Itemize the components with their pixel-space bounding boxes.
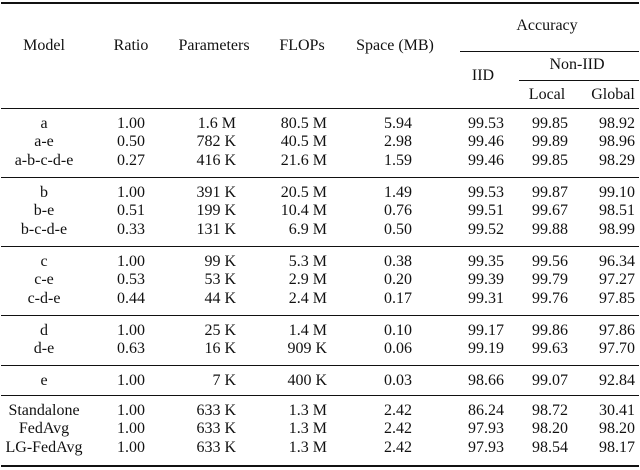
cell-space: 0.17 <box>384 289 412 307</box>
cell-flops: 400 K <box>287 372 327 389</box>
cell-params: 99 K <box>204 253 236 270</box>
cell-params: 633 K <box>196 420 236 438</box>
cell-local: 99.67 <box>532 202 568 220</box>
cell-model: Standalone <box>8 402 80 419</box>
cell-params: 16 K <box>204 340 236 358</box>
cell-global: 98.51 <box>599 202 635 220</box>
cell-params: 633 K <box>196 438 236 456</box>
cell-flops: 40.5 M <box>280 133 327 151</box>
cell-ratio: 1.00 <box>117 402 145 419</box>
cell-ratio: 0.44 <box>117 289 145 307</box>
cell-flops: 2.9 M <box>288 271 327 289</box>
cell-local: 99.85 <box>532 151 568 169</box>
cell-ratio: 0.63 <box>117 340 145 358</box>
cell-space: 2.42 <box>384 420 412 438</box>
cell-model: b-e <box>33 202 55 220</box>
cell-model: a-b-c-d-e <box>14 151 74 169</box>
cell-local: 99.56 <box>532 253 568 270</box>
accuracy-rule <box>460 51 639 52</box>
group-rule <box>1 315 639 316</box>
cell-local: 99.07 <box>532 372 568 389</box>
cell-local: 98.54 <box>532 438 568 456</box>
cell-local: 99.79 <box>532 271 568 289</box>
group-rule <box>1 365 639 366</box>
cell-model: a <box>40 115 48 132</box>
cell-flops: 2.4 M <box>288 289 327 307</box>
cell-model: FedAvg <box>18 420 70 438</box>
group-rule <box>1 108 639 109</box>
cell-space: 0.03 <box>384 372 412 389</box>
cell-iid: 99.53 <box>468 115 504 132</box>
cell-ratio: 0.27 <box>117 151 145 169</box>
cell-iid: 98.66 <box>468 372 504 389</box>
cell-local: 99.76 <box>532 289 568 307</box>
cell-local: 98.20 <box>532 420 568 438</box>
header-local: Local <box>528 86 566 103</box>
cell-local: 99.86 <box>532 322 568 339</box>
cell-ratio: 1.00 <box>117 115 145 132</box>
cell-model: c-e <box>34 271 54 289</box>
cell-flops: 5.3 M <box>288 253 327 270</box>
cell-global: 30.41 <box>599 402 635 419</box>
header-flops: FLOPs <box>279 37 325 54</box>
non-iid-rule <box>519 80 639 81</box>
cell-global: 98.29 <box>599 151 635 169</box>
cell-ratio: 0.51 <box>117 202 145 220</box>
header-non-iid: Non-IID <box>549 56 605 73</box>
cell-flops: 1.3 M <box>288 438 327 456</box>
cell-flops: 6.9 M <box>288 220 327 238</box>
cell-params: 44 K <box>204 289 236 307</box>
cell-params: 391 K <box>196 184 236 201</box>
cell-ratio: 0.50 <box>117 133 145 151</box>
cell-ratio: 1.00 <box>117 184 145 201</box>
header-space: Space (MB) <box>356 37 434 54</box>
cell-space: 0.76 <box>384 202 412 220</box>
cell-model: c-d-e <box>27 289 61 307</box>
cell-flops: 21.6 M <box>280 151 327 169</box>
cell-ratio: 1.00 <box>117 253 145 270</box>
group-rule <box>1 177 639 178</box>
group-rule <box>1 246 639 247</box>
cell-flops: 1.3 M <box>288 420 327 438</box>
cell-global: 99.10 <box>599 184 635 201</box>
cell-iid: 99.35 <box>468 253 504 270</box>
cell-iid: 99.46 <box>468 151 504 169</box>
cell-space: 5.94 <box>384 115 412 132</box>
cell-flops: 909 K <box>287 340 327 358</box>
cell-space: 1.59 <box>384 151 412 169</box>
cell-local: 99.88 <box>532 220 568 238</box>
cell-local: 99.63 <box>532 340 568 358</box>
cell-flops: 1.4 M <box>288 322 327 339</box>
cell-params: 53 K <box>204 271 236 289</box>
cell-model: d-e <box>33 340 55 358</box>
cell-space: 0.06 <box>384 340 412 358</box>
cell-iid: 99.52 <box>468 220 504 238</box>
cell-ratio: 0.33 <box>117 220 145 238</box>
cell-params: 782 K <box>196 133 236 151</box>
cell-params: 633 K <box>196 402 236 419</box>
cell-ratio: 1.00 <box>117 372 145 389</box>
group-rule <box>1 395 639 396</box>
cell-model: b <box>40 184 48 201</box>
bottom-rule <box>1 465 639 467</box>
cell-space: 0.50 <box>384 220 412 238</box>
cell-ratio: 1.00 <box>117 420 145 438</box>
cell-flops: 20.5 M <box>280 184 327 201</box>
cell-space: 1.49 <box>384 184 412 201</box>
cell-global: 98.99 <box>599 220 635 238</box>
cell-space: 0.20 <box>384 271 412 289</box>
cell-iid: 97.93 <box>468 438 504 456</box>
cell-space: 0.10 <box>384 322 412 339</box>
cell-model: a-e <box>34 133 54 151</box>
cell-local: 99.89 <box>532 133 568 151</box>
header-iid: IID <box>471 67 495 84</box>
cell-iid: 99.19 <box>468 340 504 358</box>
cell-space: 0.38 <box>384 253 412 270</box>
header-accuracy: Accuracy <box>516 17 578 34</box>
cell-global: 98.96 <box>599 133 635 151</box>
cell-model: e <box>40 372 48 389</box>
cell-model: b-c-d-e <box>20 220 68 238</box>
cell-space: 2.42 <box>384 438 412 456</box>
cell-global: 98.92 <box>599 115 635 132</box>
cell-iid: 99.51 <box>468 202 504 220</box>
header-model: Model <box>23 37 65 54</box>
cell-params: 1.6 M <box>197 115 236 132</box>
cell-iid: 99.17 <box>468 322 504 339</box>
cell-flops: 80.5 M <box>280 115 327 132</box>
cell-global: 97.85 <box>599 289 635 307</box>
cell-flops: 1.3 M <box>288 402 327 419</box>
cell-ratio: 1.00 <box>117 322 145 339</box>
cell-model: c <box>40 253 48 270</box>
header-ratio: Ratio <box>113 37 149 54</box>
cell-local: 98.72 <box>532 402 568 419</box>
header-global: Global <box>591 86 635 103</box>
cell-iid: 86.24 <box>468 402 504 419</box>
cell-params: 131 K <box>196 220 236 238</box>
cell-local: 99.87 <box>532 184 568 201</box>
cell-global: 97.70 <box>599 340 635 358</box>
cell-global: 96.34 <box>599 253 635 270</box>
cell-params: 7 K <box>212 372 236 389</box>
cell-space: 2.42 <box>384 402 412 419</box>
cell-space: 2.98 <box>384 133 412 151</box>
cell-iid: 99.53 <box>468 184 504 201</box>
cell-model: LG-FedAvg <box>5 438 83 456</box>
header-parameters: Parameters <box>178 37 250 54</box>
cell-global: 97.86 <box>599 322 635 339</box>
top-rule <box>1 2 639 4</box>
cell-iid: 99.46 <box>468 133 504 151</box>
cell-ratio: 1.00 <box>117 438 145 456</box>
cell-local: 99.85 <box>532 115 568 132</box>
cell-ratio: 0.53 <box>117 271 145 289</box>
cell-params: 416 K <box>196 151 236 169</box>
cell-flops: 10.4 M <box>280 202 327 220</box>
cell-iid: 97.93 <box>468 420 504 438</box>
cell-iid: 99.39 <box>468 271 504 289</box>
cell-global: 98.17 <box>599 438 635 456</box>
cell-params: 25 K <box>204 322 236 339</box>
cell-global: 97.27 <box>599 271 635 289</box>
cell-params: 199 K <box>196 202 236 220</box>
cell-model: d <box>40 322 48 339</box>
cell-global: 92.84 <box>599 372 635 389</box>
cell-global: 98.20 <box>599 420 635 438</box>
cell-iid: 99.31 <box>468 289 504 307</box>
